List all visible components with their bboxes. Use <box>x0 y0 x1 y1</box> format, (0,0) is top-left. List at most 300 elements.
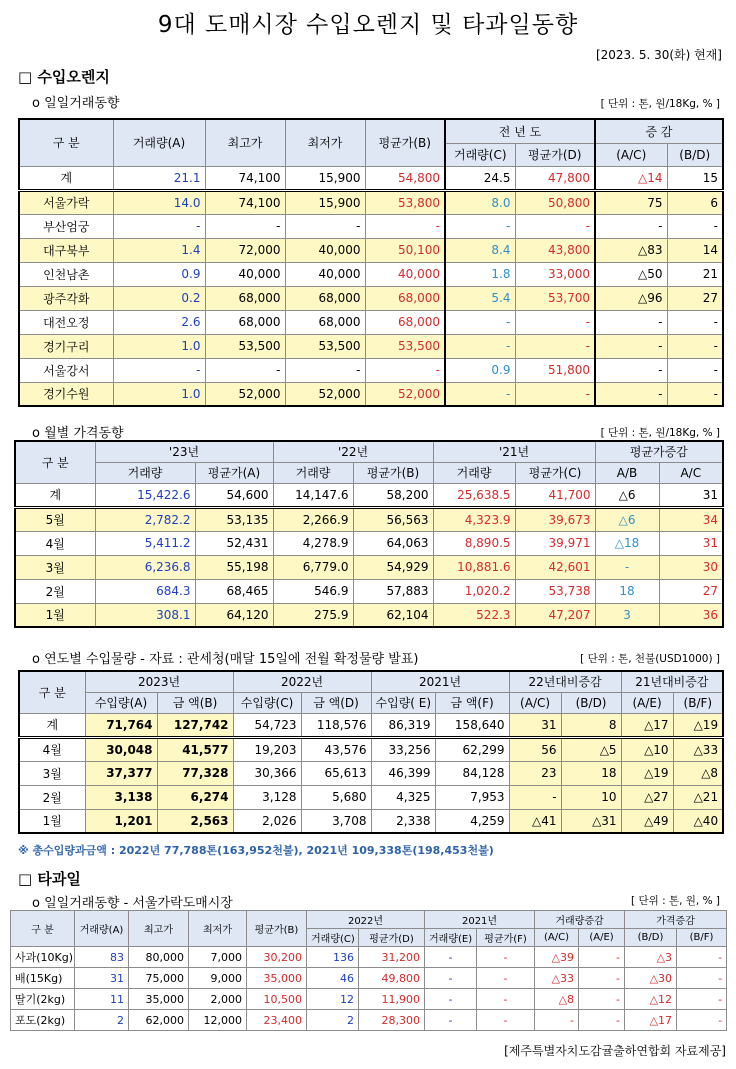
row-label: 딸기(2kg) <box>11 989 75 1010</box>
table-cell: 1.0 <box>113 382 205 406</box>
table-cell: 56 <box>509 737 561 761</box>
col-volume-c: 거래량(C) <box>445 143 515 166</box>
table-cell: - <box>595 382 667 406</box>
table-row <box>15 531 723 555</box>
table-cell: - <box>515 310 595 334</box>
col-avg-f: 평균가(F) <box>477 929 535 947</box>
table-cell: 39,971 <box>515 531 595 555</box>
table-cell: - <box>365 214 445 238</box>
table-cell: - <box>425 989 477 1010</box>
table-cell: 7,953 <box>435 785 509 809</box>
table-cell: - <box>667 310 723 334</box>
table-cell: △14 <box>595 166 667 190</box>
table-cell: 54,800 <box>365 166 445 190</box>
col-avg-b: 평균가(B) <box>365 119 445 166</box>
table-cell: △21 <box>673 785 723 809</box>
table-cell: 30,200 <box>247 947 307 968</box>
table-cell: - <box>667 214 723 238</box>
table-cell: 68,000 <box>365 310 445 334</box>
col-ac: (A/C) <box>535 929 579 947</box>
table-cell: 2,782.2 <box>95 507 195 531</box>
table-row <box>19 190 723 214</box>
table-cell: - <box>445 334 515 358</box>
table-cell: 31,200 <box>359 947 425 968</box>
col-vs-22: 22년대비증감 <box>509 671 621 692</box>
col-min: 최저가 <box>285 119 365 166</box>
col-volume-23: 거래량 <box>95 462 195 483</box>
table-cell: 5,680 <box>301 785 371 809</box>
fruit-daily-subtitle: o 일일거래동향 - 서울가락도매시장 <box>32 896 233 911</box>
table-cell: - <box>677 989 727 1010</box>
col-avg-c: 평균가(C) <box>515 462 595 483</box>
table-cell: - <box>285 358 365 382</box>
table-cell: △12 <box>625 989 677 1010</box>
table-cell: △49 <box>621 809 673 833</box>
col-change: 증 감 <box>595 119 723 143</box>
table-cell: - <box>677 968 727 989</box>
table-cell: 8.0 <box>445 190 515 214</box>
table-cell: 72,000 <box>205 238 285 262</box>
table-cell: △8 <box>673 761 723 785</box>
table-cell: 47,800 <box>515 166 595 190</box>
row-label: 배(15Kg) <box>11 968 75 989</box>
table-cell: 62,104 <box>353 603 433 627</box>
table-cell: 64,120 <box>195 603 273 627</box>
table-cell: 522.3 <box>433 603 515 627</box>
col-2022: 2022년 <box>233 671 371 692</box>
table-cell: 53,738 <box>515 579 595 603</box>
table-cell: 19,203 <box>233 737 301 761</box>
col-volume-22: 거래량 <box>273 462 353 483</box>
fruit-daily-table <box>10 910 727 1031</box>
page-title: 9대 도매시장 수입오렌지 및 타과일동향 <box>157 12 579 38</box>
orange-yearly-table <box>18 670 724 834</box>
table-cell: 3,138 <box>85 785 157 809</box>
table-cell: 39,673 <box>515 507 595 531</box>
table-cell: 54,600 <box>195 483 273 507</box>
col-vol-e: 거래량(E) <box>425 929 477 947</box>
table-cell: 36 <box>659 603 723 627</box>
table-cell: 18 <box>595 579 659 603</box>
table-cell: 11 <box>75 989 129 1010</box>
orange-monthly-body <box>15 483 723 627</box>
table-cell: 41,700 <box>515 483 595 507</box>
table-cell: 52,000 <box>285 382 365 406</box>
table-cell: - <box>445 382 515 406</box>
col-max: 최고가 <box>129 911 189 947</box>
table-cell: 10,881.6 <box>433 555 515 579</box>
table-cell: 2,026 <box>233 809 301 833</box>
table-cell: 57,883 <box>353 579 433 603</box>
col-bf: (B/F) <box>673 692 723 713</box>
table-cell: - <box>445 214 515 238</box>
table-cell: - <box>667 382 723 406</box>
table-row <box>19 713 723 737</box>
col-max: 최고가 <box>205 119 285 166</box>
col-volume-a: 거래량(A) <box>75 911 129 947</box>
row-label: 부산엄궁 <box>19 214 113 238</box>
table-cell: △18 <box>595 531 659 555</box>
table-cell: 62,000 <box>129 1010 189 1031</box>
col-gubun: 구 분 <box>19 119 113 166</box>
table-cell: △8 <box>535 989 579 1010</box>
table-cell: 46,399 <box>371 761 435 785</box>
table-cell: 4,325 <box>371 785 435 809</box>
table-cell: 7,000 <box>189 947 247 968</box>
table-cell: △41 <box>509 809 561 833</box>
table-cell: - <box>535 1010 579 1031</box>
table-cell: - <box>579 968 625 989</box>
col-min: 최저가 <box>189 911 247 947</box>
table-row <box>19 286 723 310</box>
orange-daily-table <box>18 118 724 407</box>
col-ac: A/C <box>659 462 723 483</box>
table-cell: 68,000 <box>365 286 445 310</box>
table-cell: 46 <box>307 968 359 989</box>
row-label: 2월 <box>15 579 95 603</box>
table-cell: 31 <box>509 713 561 737</box>
col-volume-21: 거래량 <box>433 462 515 483</box>
table-cell: - <box>579 1010 625 1031</box>
col-volume-a: 거래량(A) <box>113 119 205 166</box>
fruit-daily-body <box>11 947 727 1031</box>
table-row <box>19 166 723 190</box>
table-cell: - <box>425 1010 477 1031</box>
table-cell: 3,128 <box>233 785 301 809</box>
table-cell: 2 <box>307 1010 359 1031</box>
table-cell: 25,638.5 <box>433 483 515 507</box>
table-cell: - <box>285 214 365 238</box>
table-cell: 86,319 <box>371 713 435 737</box>
table-cell: 6,779.0 <box>273 555 353 579</box>
table-cell: 35,000 <box>247 968 307 989</box>
table-cell: 21.1 <box>113 166 205 190</box>
table-cell: △17 <box>625 1010 677 1031</box>
table-cell: 55,198 <box>195 555 273 579</box>
col-2022: 2022년 <box>307 911 425 929</box>
table-row <box>11 968 727 989</box>
table-cell: 52,000 <box>205 382 285 406</box>
table-cell: 14,147.6 <box>273 483 353 507</box>
table-row <box>11 1010 727 1031</box>
table-cell: △6 <box>595 507 659 531</box>
table-cell: 5.4 <box>445 286 515 310</box>
table-cell: 21 <box>667 262 723 286</box>
col-vol-c: 수입량(C) <box>233 692 301 713</box>
table-cell: 15,900 <box>285 166 365 190</box>
table-cell: 15 <box>667 166 723 190</box>
table-cell: - <box>677 1010 727 1031</box>
table-cell: 54,723 <box>233 713 301 737</box>
table-cell: 68,000 <box>285 310 365 334</box>
col-bd: (B/D) <box>561 692 621 713</box>
col-avg-b: 평균가(B) <box>353 462 433 483</box>
total-import-note: ※ 총수입량과금액 : 2022년 77,788톤(163,952천불), 2021년 109,338톤(198,453천불) <box>18 844 494 857</box>
table-row <box>11 989 727 1010</box>
table-cell: - <box>579 989 625 1010</box>
table-cell: 77,328 <box>157 761 233 785</box>
table-cell: 1,201 <box>85 809 157 833</box>
table-cell: - <box>595 358 667 382</box>
table-cell: 75,000 <box>129 968 189 989</box>
col-2023: 2023년 <box>85 671 233 692</box>
orange-section-title: □ 수입오렌지 <box>18 68 110 86</box>
table-cell: 35,000 <box>129 989 189 1010</box>
table-cell: △19 <box>673 713 723 737</box>
col-ab: A/B <box>595 462 659 483</box>
col-vol-a: 수입량(A) <box>85 692 157 713</box>
row-label: 경기수원 <box>19 382 113 406</box>
table-cell: - <box>205 358 285 382</box>
table-cell: - <box>477 968 535 989</box>
col-vol-c: 거래량(C) <box>307 929 359 947</box>
col-bf: (B/F) <box>677 929 727 947</box>
col-prev-year: 전 년 도 <box>445 119 595 143</box>
col-gubun: 구 분 <box>19 671 85 713</box>
table-cell: △3 <box>625 947 677 968</box>
table-cell: 1.8 <box>445 262 515 286</box>
table-cell: 2,266.9 <box>273 507 353 531</box>
table-cell: 71,764 <box>85 713 157 737</box>
orange-yearly-body <box>19 713 723 833</box>
table-cell: - <box>667 334 723 358</box>
table-row <box>15 579 723 603</box>
table-row <box>19 737 723 761</box>
table-cell: 43,800 <box>515 238 595 262</box>
table-cell: 83 <box>75 947 129 968</box>
col-amt-b: 금 액(B) <box>157 692 233 713</box>
col-amt-f: 금 액(F) <box>435 692 509 713</box>
table-cell: - <box>667 358 723 382</box>
table-cell: 2,000 <box>189 989 247 1010</box>
table-cell: △17 <box>621 713 673 737</box>
table-cell: 1.0 <box>113 334 205 358</box>
table-cell: 0.9 <box>445 358 515 382</box>
col-price-change: 가격증감 <box>625 911 727 929</box>
table-cell: 8 <box>561 713 621 737</box>
table-row <box>19 358 723 382</box>
row-label: 포도(2kg) <box>11 1010 75 1031</box>
col-year-23: '23년 <box>95 441 273 462</box>
orange-monthly-subtitle: o 월별 가격동향 <box>32 426 124 441</box>
fruit-section-title: □ 타과일 <box>18 870 81 888</box>
orange-yearly-subtitle: o 연도별 수입물량 - 자료 : 관세청(매달 15일에 전월 확정물량 발표) <box>32 652 419 667</box>
orange-daily-subtitle: o 일일거래동향 <box>32 96 120 111</box>
table-cell: - <box>425 968 477 989</box>
row-label: 2월 <box>19 785 85 809</box>
table-cell: - <box>595 310 667 334</box>
table-row <box>15 555 723 579</box>
table-cell: 53,500 <box>285 334 365 358</box>
table-cell: - <box>477 989 535 1010</box>
table-cell: 2,338 <box>371 809 435 833</box>
table-cell: 275.9 <box>273 603 353 627</box>
table-row <box>19 382 723 406</box>
table-cell: 31 <box>659 531 723 555</box>
table-cell: 0.9 <box>113 262 205 286</box>
table-cell: 3,708 <box>301 809 371 833</box>
table-cell: 50,800 <box>515 190 595 214</box>
table-cell: 41,577 <box>157 737 233 761</box>
table-cell: - <box>595 555 659 579</box>
table-cell: 74,100 <box>205 166 285 190</box>
table-cell: - <box>477 1010 535 1031</box>
table-cell: 118,576 <box>301 713 371 737</box>
table-cell: 68,000 <box>205 310 285 334</box>
table-cell: 6,236.8 <box>95 555 195 579</box>
table-cell: 23,400 <box>247 1010 307 1031</box>
table-cell: △33 <box>535 968 579 989</box>
col-ac: (A/C) <box>595 143 667 166</box>
table-cell: 11,900 <box>359 989 425 1010</box>
table-cell: 53,800 <box>365 190 445 214</box>
table-cell: △96 <box>595 286 667 310</box>
table-cell: 34 <box>659 507 723 531</box>
row-label: 4월 <box>19 737 85 761</box>
table-cell: - <box>113 214 205 238</box>
table-cell: 68,000 <box>205 286 285 310</box>
table-row <box>15 603 723 627</box>
table-cell: 14.0 <box>113 190 205 214</box>
table-cell: △27 <box>621 785 673 809</box>
table-cell: 52,000 <box>365 382 445 406</box>
table-cell: 4,278.9 <box>273 531 353 555</box>
table-cell: 56,563 <box>353 507 433 531</box>
col-gubun: 구 분 <box>11 911 75 947</box>
table-cell: 24.5 <box>445 166 515 190</box>
col-avg-a: 평균가(A) <box>195 462 273 483</box>
table-cell: △39 <box>535 947 579 968</box>
col-vs-21: 21년대비증감 <box>621 671 723 692</box>
table-cell: 1,020.2 <box>433 579 515 603</box>
table-cell: 43,576 <box>301 737 371 761</box>
table-cell: 6 <box>667 190 723 214</box>
table-cell: 84,128 <box>435 761 509 785</box>
col-avg-b: 평균가(B) <box>247 911 307 947</box>
row-label: 인천남촌 <box>19 262 113 286</box>
orange-daily-body <box>19 166 723 406</box>
table-cell: 65,613 <box>301 761 371 785</box>
row-label: 서울강서 <box>19 358 113 382</box>
table-row <box>19 785 723 809</box>
table-cell: 4,259 <box>435 809 509 833</box>
table-cell: - <box>579 947 625 968</box>
table-cell: 5,411.2 <box>95 531 195 555</box>
table-cell: 8.4 <box>445 238 515 262</box>
table-cell: 6,274 <box>157 785 233 809</box>
table-cell: 28,300 <box>359 1010 425 1031</box>
table-cell: 2,563 <box>157 809 233 833</box>
table-cell: 40,000 <box>285 262 365 286</box>
table-cell: 53,500 <box>365 334 445 358</box>
fruit-daily-unit: [ 단위 : 톤, 원, % ] <box>631 895 720 907</box>
col-amt-d: 금 액(D) <box>301 692 371 713</box>
col-avg-d: 평균가(D) <box>359 929 425 947</box>
table-cell: 10,500 <box>247 989 307 1010</box>
table-cell: 62,299 <box>435 737 509 761</box>
table-cell: - <box>595 334 667 358</box>
col-avg-d: 평균가(D) <box>515 143 595 166</box>
table-cell: 51,800 <box>515 358 595 382</box>
table-cell: △50 <box>595 262 667 286</box>
table-cell: 47,207 <box>515 603 595 627</box>
row-label: 3월 <box>19 761 85 785</box>
table-cell: 27 <box>659 579 723 603</box>
row-label: 3월 <box>15 555 95 579</box>
col-ae: (A/E) <box>621 692 673 713</box>
table-cell: 30,366 <box>233 761 301 785</box>
table-cell: 10 <box>561 785 621 809</box>
row-label: 4월 <box>15 531 95 555</box>
table-cell: 75 <box>595 190 667 214</box>
table-cell: 37,377 <box>85 761 157 785</box>
table-cell: - <box>205 214 285 238</box>
table-cell: - <box>509 785 561 809</box>
row-label: 대구북부 <box>19 238 113 262</box>
row-label: 대전오정 <box>19 310 113 334</box>
table-row <box>19 334 723 358</box>
table-cell: - <box>515 214 595 238</box>
table-cell: △10 <box>621 737 673 761</box>
table-cell: - <box>515 382 595 406</box>
table-cell: 18 <box>561 761 621 785</box>
table-row <box>19 809 723 833</box>
table-cell: 308.1 <box>95 603 195 627</box>
orange-monthly-unit: [ 단위 : 톤, 원/18Kg, % ] <box>600 427 720 439</box>
table-cell: 15,900 <box>285 190 365 214</box>
col-vol-change: 거래량증감 <box>535 911 625 929</box>
row-label: 서울가락 <box>19 190 113 214</box>
table-cell: 68,000 <box>285 286 365 310</box>
table-cell: 15,422.6 <box>95 483 195 507</box>
table-row <box>19 262 723 286</box>
row-label: 계 <box>19 166 113 190</box>
table-cell: 14 <box>667 238 723 262</box>
source-credit: [제주특별자치도감귤출하연합회 자료제공] <box>504 1044 726 1058</box>
table-cell: 9,000 <box>189 968 247 989</box>
table-row <box>19 310 723 334</box>
table-cell: 33,256 <box>371 737 435 761</box>
table-cell: - <box>595 214 667 238</box>
table-cell: 33,000 <box>515 262 595 286</box>
table-cell: 12,000 <box>189 1010 247 1031</box>
col-gubun: 구 분 <box>15 441 95 483</box>
table-row <box>15 483 723 507</box>
row-label: 1월 <box>15 603 95 627</box>
table-cell: △33 <box>673 737 723 761</box>
table-cell: 58,200 <box>353 483 433 507</box>
table-cell: 64,063 <box>353 531 433 555</box>
table-cell: - <box>365 358 445 382</box>
table-cell: 54,929 <box>353 555 433 579</box>
report-date: [2023. 5. 30(화) 현재] <box>595 48 722 62</box>
table-cell: △6 <box>595 483 659 507</box>
row-label: 계 <box>19 713 85 737</box>
table-cell: 53,700 <box>515 286 595 310</box>
table-cell: △40 <box>673 809 723 833</box>
table-cell: 2 <box>75 1010 129 1031</box>
table-row <box>19 214 723 238</box>
table-cell: 30,048 <box>85 737 157 761</box>
table-cell: - <box>677 947 727 968</box>
orange-daily-unit: [ 단위 : 톤, 원/18Kg, % ] <box>600 98 720 110</box>
table-cell: 68,465 <box>195 579 273 603</box>
col-avg-change: 평균가증감 <box>595 441 723 462</box>
col-2021: 2021년 <box>425 911 535 929</box>
orange-monthly-table <box>14 440 724 628</box>
table-cell: 0.2 <box>113 286 205 310</box>
table-cell: 3 <box>595 603 659 627</box>
